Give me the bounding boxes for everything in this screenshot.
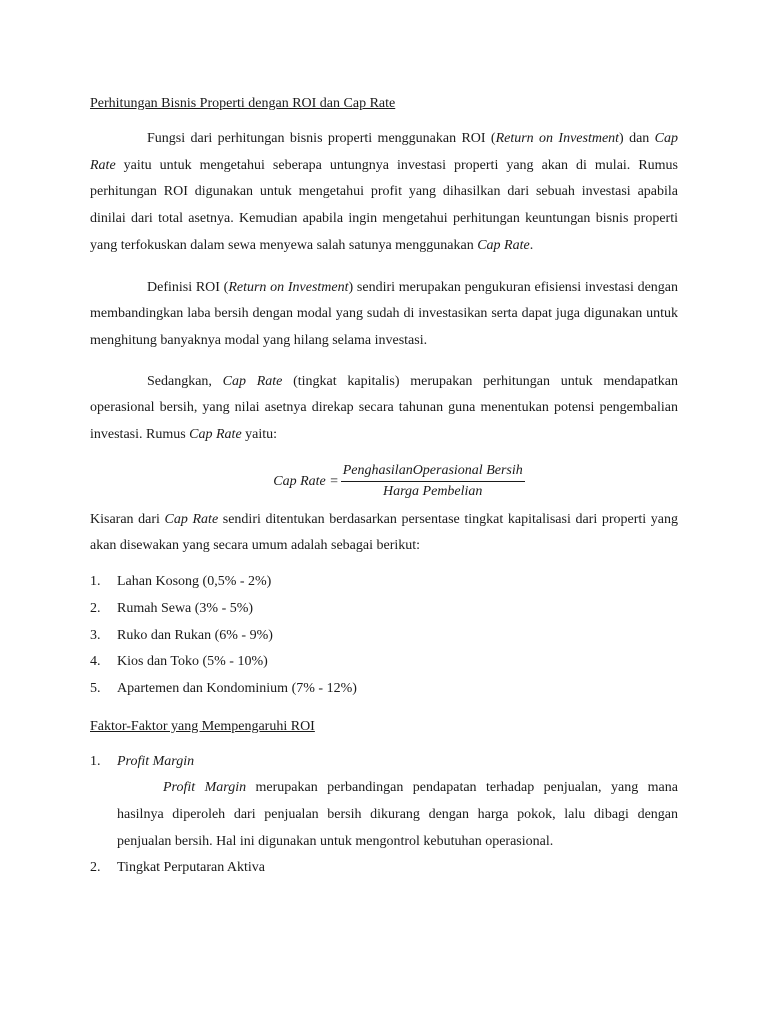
text-run: Sedangkan, xyxy=(147,373,223,389)
italic-term: Cap Rate xyxy=(477,237,530,253)
list-number: 2. xyxy=(90,600,101,616)
text-run: Definisi ROI ( xyxy=(147,279,229,295)
list-item xyxy=(90,623,678,650)
text-run: sendiri ditentukan berdasarkan persentase tingkat kapitalisasi dari properti yang akan disewakan yang secara umum adalah sebagai berikut: xyxy=(90,511,678,554)
paragraph-roi-definition xyxy=(90,275,678,355)
list-text: Kios dan Toko (5% - 10%) xyxy=(117,654,268,670)
formula-lhs: Cap Rate = xyxy=(273,473,339,489)
list-item xyxy=(90,596,678,623)
document-body xyxy=(90,94,678,882)
list-number: 2. xyxy=(90,860,101,876)
roi-factors-list xyxy=(90,749,678,883)
list-text: Rumah Sewa (3% - 5%) xyxy=(117,600,254,616)
list-number: 4. xyxy=(90,654,101,670)
cap-rate-list xyxy=(90,569,678,703)
list-text: Apartemen dan Kondominium (7% - 12%) xyxy=(117,680,357,696)
list-number: 1. xyxy=(90,574,101,590)
text-run: yaitu: xyxy=(241,427,278,443)
section-heading-roi-cap-rate: Perhitungan Bisnis Properti dengan ROI dan Cap Rate xyxy=(90,96,396,111)
italic-term: Cap Rate xyxy=(189,427,242,443)
paragraph-cap-rate-definition xyxy=(90,369,678,449)
text-run: merupakan perbandingan pendapatan terhadap penjualan, yang mana hasilnya diperoleh dari penjualan bersih dikurang dengan harga pokok, lalu dibagi dengan penjualan bersih. Hal ini digunakan untuk mengontrol kebutuhan operasional. xyxy=(117,780,678,849)
section-heading-roi-factors: Faktor-Faktor yang Mempengaruhi ROI xyxy=(90,718,315,734)
cap-rate-formula xyxy=(120,457,678,507)
list-number: 1. xyxy=(90,753,101,769)
italic-term: Cap Rate xyxy=(222,373,283,389)
paragraph-cap-rate-range xyxy=(90,507,678,560)
paragraph-function xyxy=(90,126,678,260)
list-item xyxy=(90,569,678,596)
text-run: Kisaran dari xyxy=(90,511,165,527)
list-item-title: Profit Margin xyxy=(117,753,195,769)
list-item xyxy=(90,749,678,856)
text-run: yaitu untuk mengetahui seberapa untungnya investasi properti yang akan di mulai. Rumus perhitungan ROI digunakan untuk mengetahui profit yang dihasilkan dari sebuah investasi apabila dinilai dari total asetnya. Kemudian apabila ingin mengetahui perhitungan keuntungan bisnis properti yang terfokuskan dalam sewa menyewa salah satunya menggunakan xyxy=(90,157,678,253)
formula-numerator: PenghasilanOperasional Bersih xyxy=(341,462,525,482)
list-text: Lahan Kosong (0,5% - 2%) xyxy=(117,574,272,590)
formula-denominator: Harga Pembelian xyxy=(383,484,483,500)
list-item xyxy=(90,855,678,882)
list-item-title: Tingkat Perputaran Aktiva xyxy=(117,860,266,876)
italic-term: Cap Rate xyxy=(164,511,219,527)
italic-term: Return on Investment xyxy=(495,131,620,146)
list-item xyxy=(90,649,678,676)
text-run: Fungsi dari perhitungan bisnis properti menggunakan ROI ( xyxy=(147,131,496,146)
list-number: 3. xyxy=(90,627,101,643)
text-run: . xyxy=(529,237,534,253)
list-item-description xyxy=(117,775,678,855)
italic-term: Return on Investment xyxy=(228,279,349,295)
text-run: ) sendiri merupakan pengukuran efisiensi investasi dengan membandingkan laba bersih dengan modal yang sudah di investasikan serta dapat juga digunakan untuk menghitung banyaknya modal yang hilang selama investasi. xyxy=(90,279,678,348)
formula-fraction xyxy=(341,462,525,501)
text-run: (tingkat kapitalis) merupakan perhitungan untuk mendapatkan operasional bersih, yang nilai asetnya direkap secara tahunan guna menentukan potensi pengembalian investasi. Rumus xyxy=(90,373,678,443)
text-run: ) dan xyxy=(619,131,655,146)
italic-term: Profit Margin xyxy=(163,780,247,796)
list-number: 5. xyxy=(90,680,101,696)
list-item-body xyxy=(117,749,678,856)
list-item xyxy=(90,676,678,703)
list-text: Ruko dan Rukan (6% - 9%) xyxy=(117,627,273,643)
italic-term: Cap Rate xyxy=(90,131,678,173)
